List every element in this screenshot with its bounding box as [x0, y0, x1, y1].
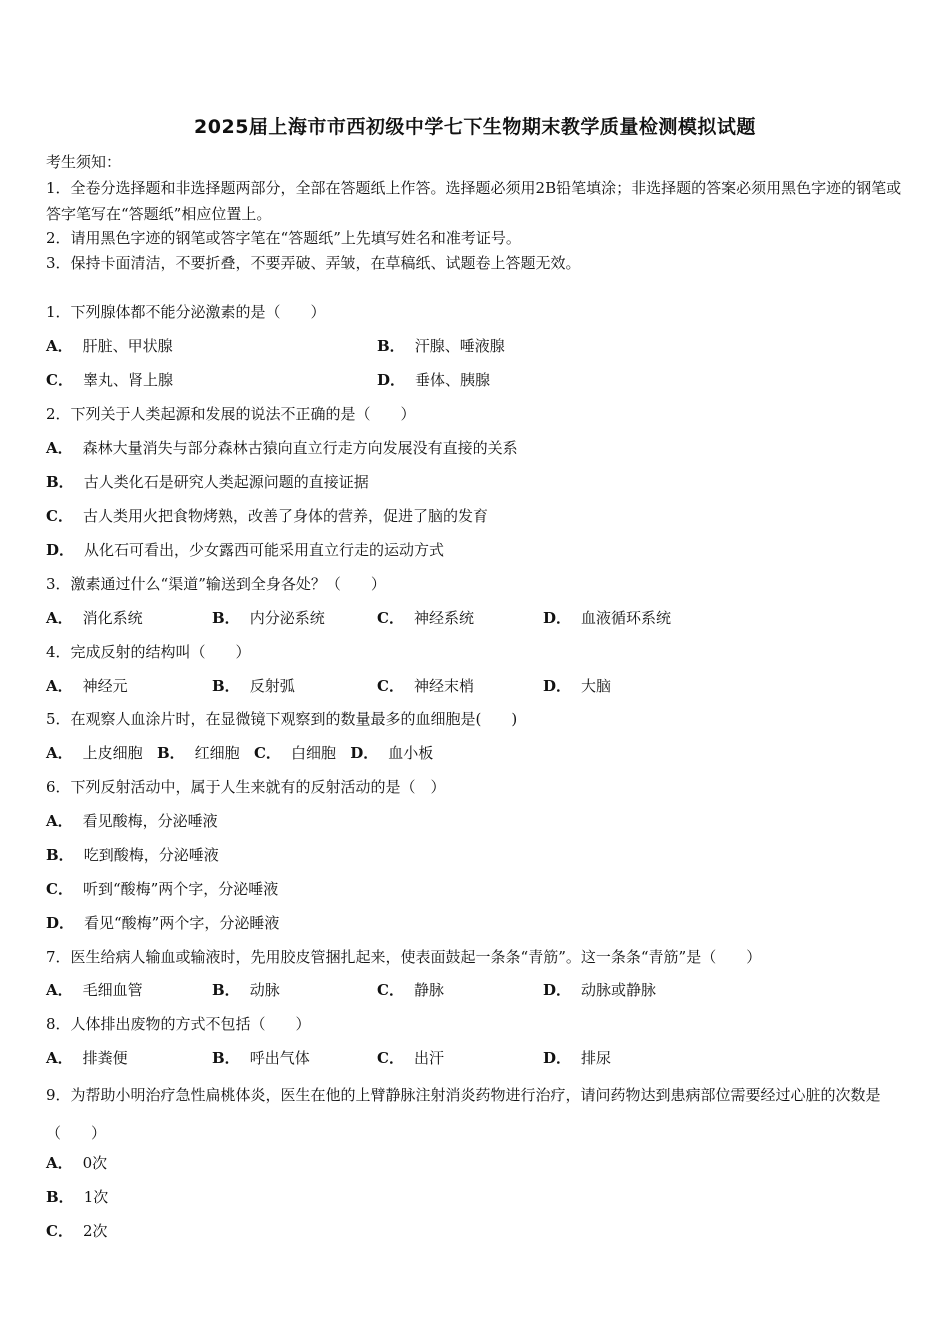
question-7-option-a: A． 毛细血管	[46, 981, 143, 999]
notice-item-3: 3．保持卡面清洁，不要折叠，不要弄破、弄皱，在草稿纸、试题卷上答题无效。	[46, 254, 581, 272]
question-5-stem: 5．在观察人血涂片时，在显微镜下观察到的数量最多的血细胞是( )	[46, 710, 518, 728]
question-9-option-a: A． 0次	[46, 1154, 108, 1172]
question-3-option-c: C． 神经系统	[377, 609, 474, 627]
notice-heading: 考生须知：	[46, 153, 122, 171]
question-4-option-d: D． 大脑	[543, 677, 612, 695]
question-3-option-d: D． 血液循环系统	[543, 609, 672, 627]
notice-item-2: 2．请用黑色字迹的钢笔或答字笔在“答题纸”上先填写姓名和准考证号。	[46, 229, 521, 247]
question-4-option-c: C． 神经末梢	[377, 677, 474, 695]
question-5-options: A． 上皮细胞 B． 红细胞 C． 白细胞 D． 血小板	[46, 744, 434, 762]
question-9-option-b: B． 1次	[46, 1188, 109, 1206]
question-6-option-c: C． 听到“酸梅”两个字，分泌唾液	[46, 880, 279, 898]
question-6-option-a: A． 看见酸梅，分泌唾液	[46, 812, 218, 830]
question-4-option-b: B． 反射弧	[212, 677, 295, 695]
question-9-stem: 9．为帮助小明治疗急性扁桃体炎，医生在他的上臂静脉注射消炎药物进行治疗，请问药物达到患病部位需要经过心脏的次数是（ ）	[46, 1086, 881, 1142]
question-7-option-d: D． 动脉或静脉	[543, 981, 657, 999]
question-3-option-b: B． 内分泌系统	[212, 609, 325, 627]
question-6-option-b: B． 吃到酸梅，分泌唾液	[46, 846, 219, 864]
question-7-option-b: B． 动脉	[212, 981, 280, 999]
question-1-option-d: D． 垂体、胰腺	[377, 371, 491, 389]
question-4-stem: 4．完成反射的结构叫（ ）	[46, 643, 251, 661]
question-1-stem: 1．下列腺体都不能分泌激素的是（ ）	[46, 303, 326, 321]
notice-item-1: 1．全卷分选择题和非选择题两部分，全部在答题纸上作答。选择题必须用2B铅笔填涂；非选择题的答案必须用黑色字迹的钢笔或答字笔写在“答题纸”相应位置上。	[46, 179, 902, 223]
question-6-stem: 6．下列反射活动中，属于人生来就有的反射活动的是（ ）	[46, 778, 446, 796]
question-2-stem: 2．下列关于人类起源和发展的说法不正确的是（ ）	[46, 405, 416, 423]
question-1-option-c: C． 睾丸、肾上腺	[46, 371, 173, 389]
question-9-option-c: C． 2次	[46, 1222, 108, 1240]
page-title: 2025届上海市市西初级中学七下生物期末教学质量检测模拟试题	[194, 116, 756, 138]
question-1-option-b: B． 汗腺、唾液腺	[377, 337, 505, 355]
question-3-stem: 3．激素通过什么“渠道”输送到全身各处？（ ）	[46, 575, 386, 593]
question-8-option-c: C． 出汗	[377, 1049, 444, 1067]
question-2-option-a: A． 森林大量消失与部分森林古猿向直立行走方向发展没有直接的关系	[46, 439, 518, 457]
question-8-option-b: B． 呼出气体	[212, 1049, 310, 1067]
question-3-option-a: A． 消化系统	[46, 609, 143, 627]
question-2-option-b: B． 古人类化石是研究人类起源问题的直接证据	[46, 473, 369, 491]
question-2-option-c: C． 古人类用火把食物烤熟，改善了身体的营养，促进了脑的发育	[46, 507, 488, 525]
question-1-option-a: A． 肝脏、甲状腺	[46, 337, 173, 355]
question-8-stem: 8．人体排出废物的方式不包括（ ）	[46, 1015, 311, 1033]
question-2-option-d: D． 从化石可看出，少女露西可能采用直立行走的运动方式	[46, 541, 445, 559]
question-7-option-c: C． 静脉	[377, 981, 444, 999]
question-6-option-d: D． 看见“酸梅”两个字，分泌睡液	[46, 914, 280, 932]
question-4-option-a: A． 神经元	[46, 677, 128, 695]
question-8-option-d: D． 排尿	[543, 1049, 612, 1067]
question-8-option-a: A． 排粪便	[46, 1049, 128, 1067]
question-7-stem: 7．医生给病人输血或输液时，先用胶皮管捆扎起来，使表面鼓起一条条“青筋”。这一条条“青筋”是（ ）	[46, 948, 762, 966]
